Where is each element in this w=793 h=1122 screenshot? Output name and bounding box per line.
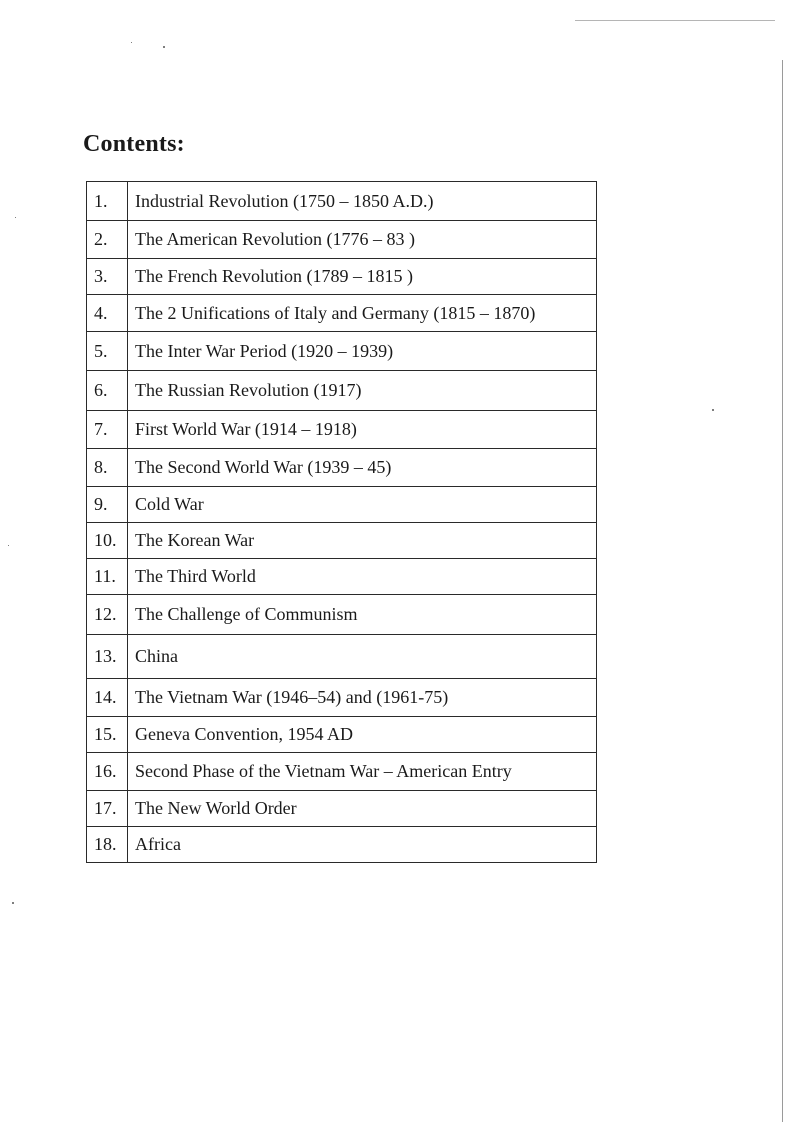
table-row — [87, 635, 597, 679]
table-row — [87, 717, 597, 753]
scan-speck — [131, 42, 132, 43]
chapter-number: 1. — [87, 182, 128, 221]
chapter-number: 18. — [87, 827, 128, 863]
chapter-title: China — [128, 635, 597, 679]
table-row — [87, 449, 597, 487]
chapter-title: First World War (1914 – 1918) — [128, 411, 597, 449]
page-title: Contents: — [83, 131, 185, 157]
table-row — [87, 371, 597, 411]
scan-edge-top — [575, 20, 775, 21]
contents-table — [86, 181, 597, 863]
table-row — [87, 679, 597, 717]
chapter-number: 11. — [87, 559, 128, 595]
chapter-title: Africa — [128, 827, 597, 863]
chapter-title: Industrial Revolution (1750 – 1850 A.D.) — [128, 182, 597, 221]
scan-edge-right — [782, 60, 783, 1122]
chapter-title: The Korean War — [128, 523, 597, 559]
table-row — [87, 487, 597, 523]
table-row — [87, 791, 597, 827]
chapter-number: 2. — [87, 221, 128, 259]
scan-speck — [15, 217, 16, 218]
chapter-number: 6. — [87, 371, 128, 411]
scan-speck — [8, 545, 9, 546]
chapter-number: 16. — [87, 753, 128, 791]
table-row — [87, 595, 597, 635]
table-row — [87, 411, 597, 449]
chapter-title: Second Phase of the Vietnam War – American Entry — [128, 753, 597, 791]
chapter-title: The Challenge of Communism — [128, 595, 597, 635]
table-row — [87, 753, 597, 791]
table-row — [87, 221, 597, 259]
chapter-title: The Second World War (1939 – 45) — [128, 449, 597, 487]
chapter-number: 4. — [87, 295, 128, 332]
chapter-number: 15. — [87, 717, 128, 753]
chapter-number: 9. — [87, 487, 128, 523]
chapter-number: 13. — [87, 635, 128, 679]
table-row — [87, 182, 597, 221]
chapter-title: Geneva Convention, 1954 AD — [128, 717, 597, 753]
chapter-title: The Inter War Period (1920 – 1939) — [128, 332, 597, 371]
chapter-number: 17. — [87, 791, 128, 827]
chapter-number: 12. — [87, 595, 128, 635]
chapter-number: 14. — [87, 679, 128, 717]
chapter-title: The Russian Revolution (1917) — [128, 371, 597, 411]
chapter-number: 10. — [87, 523, 128, 559]
scan-speck — [163, 46, 165, 48]
table-row — [87, 259, 597, 295]
chapter-number: 3. — [87, 259, 128, 295]
chapter-number: 8. — [87, 449, 128, 487]
chapter-title: The Vietnam War (1946–54) and (1961-75) — [128, 679, 597, 717]
table-row — [87, 332, 597, 371]
chapter-title: The French Revolution (1789 – 1815 ) — [128, 259, 597, 295]
chapter-title: The 2 Unifications of Italy and Germany (1815 – 1870) — [128, 295, 597, 332]
chapter-title: Cold War — [128, 487, 597, 523]
chapter-title: The New World Order — [128, 791, 597, 827]
chapter-number: 5. — [87, 332, 128, 371]
chapter-number: 7. — [87, 411, 128, 449]
chapter-title: The Third World — [128, 559, 597, 595]
table-row — [87, 827, 597, 863]
chapter-title: The American Revolution (1776 – 83 ) — [128, 221, 597, 259]
table-row — [87, 523, 597, 559]
scan-speck — [712, 409, 714, 411]
table-row — [87, 559, 597, 595]
table-row — [87, 295, 597, 332]
scan-speck — [12, 902, 14, 904]
